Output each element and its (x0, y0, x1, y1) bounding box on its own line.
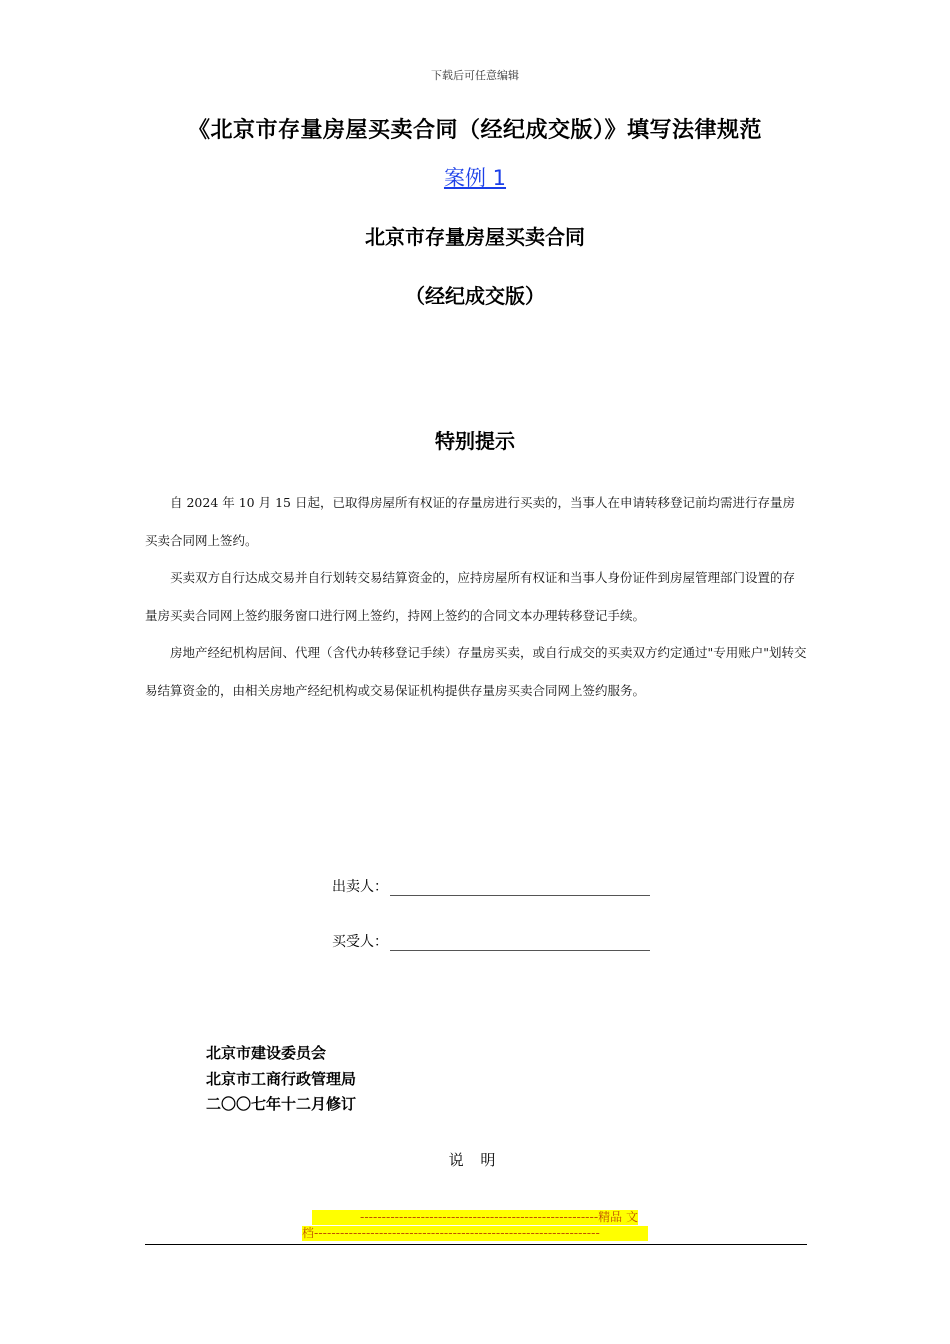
notice-heading: 特别提示 (435, 429, 515, 453)
seller-signature-line[interactable] (390, 881, 650, 896)
top-note: 下载后可任意编辑 (431, 69, 519, 82)
notice-paragraph: 房地产经纪机构居间、代理（含代办转移登记手续）存量房买卖，或自行成交的买卖双方约定通过"专用账户"划转交易结算资金的，由相关房地产经纪机构或交易保证机构提供存量房买卖合同网上签约服务。 (145, 645, 807, 698)
contract-subtitle: （经纪成交版） (405, 284, 545, 308)
footer-watermark-line-1: -------------------------------------------------------精品 文 (312, 1210, 638, 1225)
footer-watermark-line-2: 档------------------------------------------------------------------ (302, 1226, 648, 1241)
case-link-text[interactable]: 案例 1 (443, 166, 507, 190)
buyer-label: 买受人： (332, 934, 388, 950)
explain-heading: 说 明 (448, 1151, 502, 1169)
seller-label: 出卖人： (332, 879, 388, 895)
document-title: 《北京市存量房屋买卖合同（经纪成交版）》填写法律规范 (187, 118, 762, 143)
footer-rule (145, 1244, 807, 1245)
revision-date: 二〇〇七年十二月修订 (206, 1095, 357, 1113)
buyer-signature-row (332, 931, 650, 951)
contract-title: 北京市存量房屋买卖合同 (365, 225, 585, 249)
notice-paragraph: 买卖双方自行达成交易并自行划转交易结算资金的，应持房屋所有权证和当事人身份证件到房屋管理部门设置的存量房买卖合同网上签约服务窗口进行网上签约，持网上签约的合同文本办理转移登记手续。 (145, 570, 796, 623)
case-link[interactable] (0, 162, 950, 192)
notice-body (145, 484, 807, 709)
seller-signature-row (332, 876, 650, 896)
issuer-construction-commission: 北京市建设委员会 (206, 1044, 327, 1062)
issuer-industry-commerce-bureau: 北京市工商行政管理局 (206, 1070, 357, 1088)
buyer-signature-line[interactable] (390, 936, 650, 951)
notice-paragraph: 自 2024 年 10 月 15 日起，已取得房屋所有权证的存量房进行买卖的，当事人在申请转移登记前均需进行存量房买卖合同网上签约。 (145, 495, 795, 548)
